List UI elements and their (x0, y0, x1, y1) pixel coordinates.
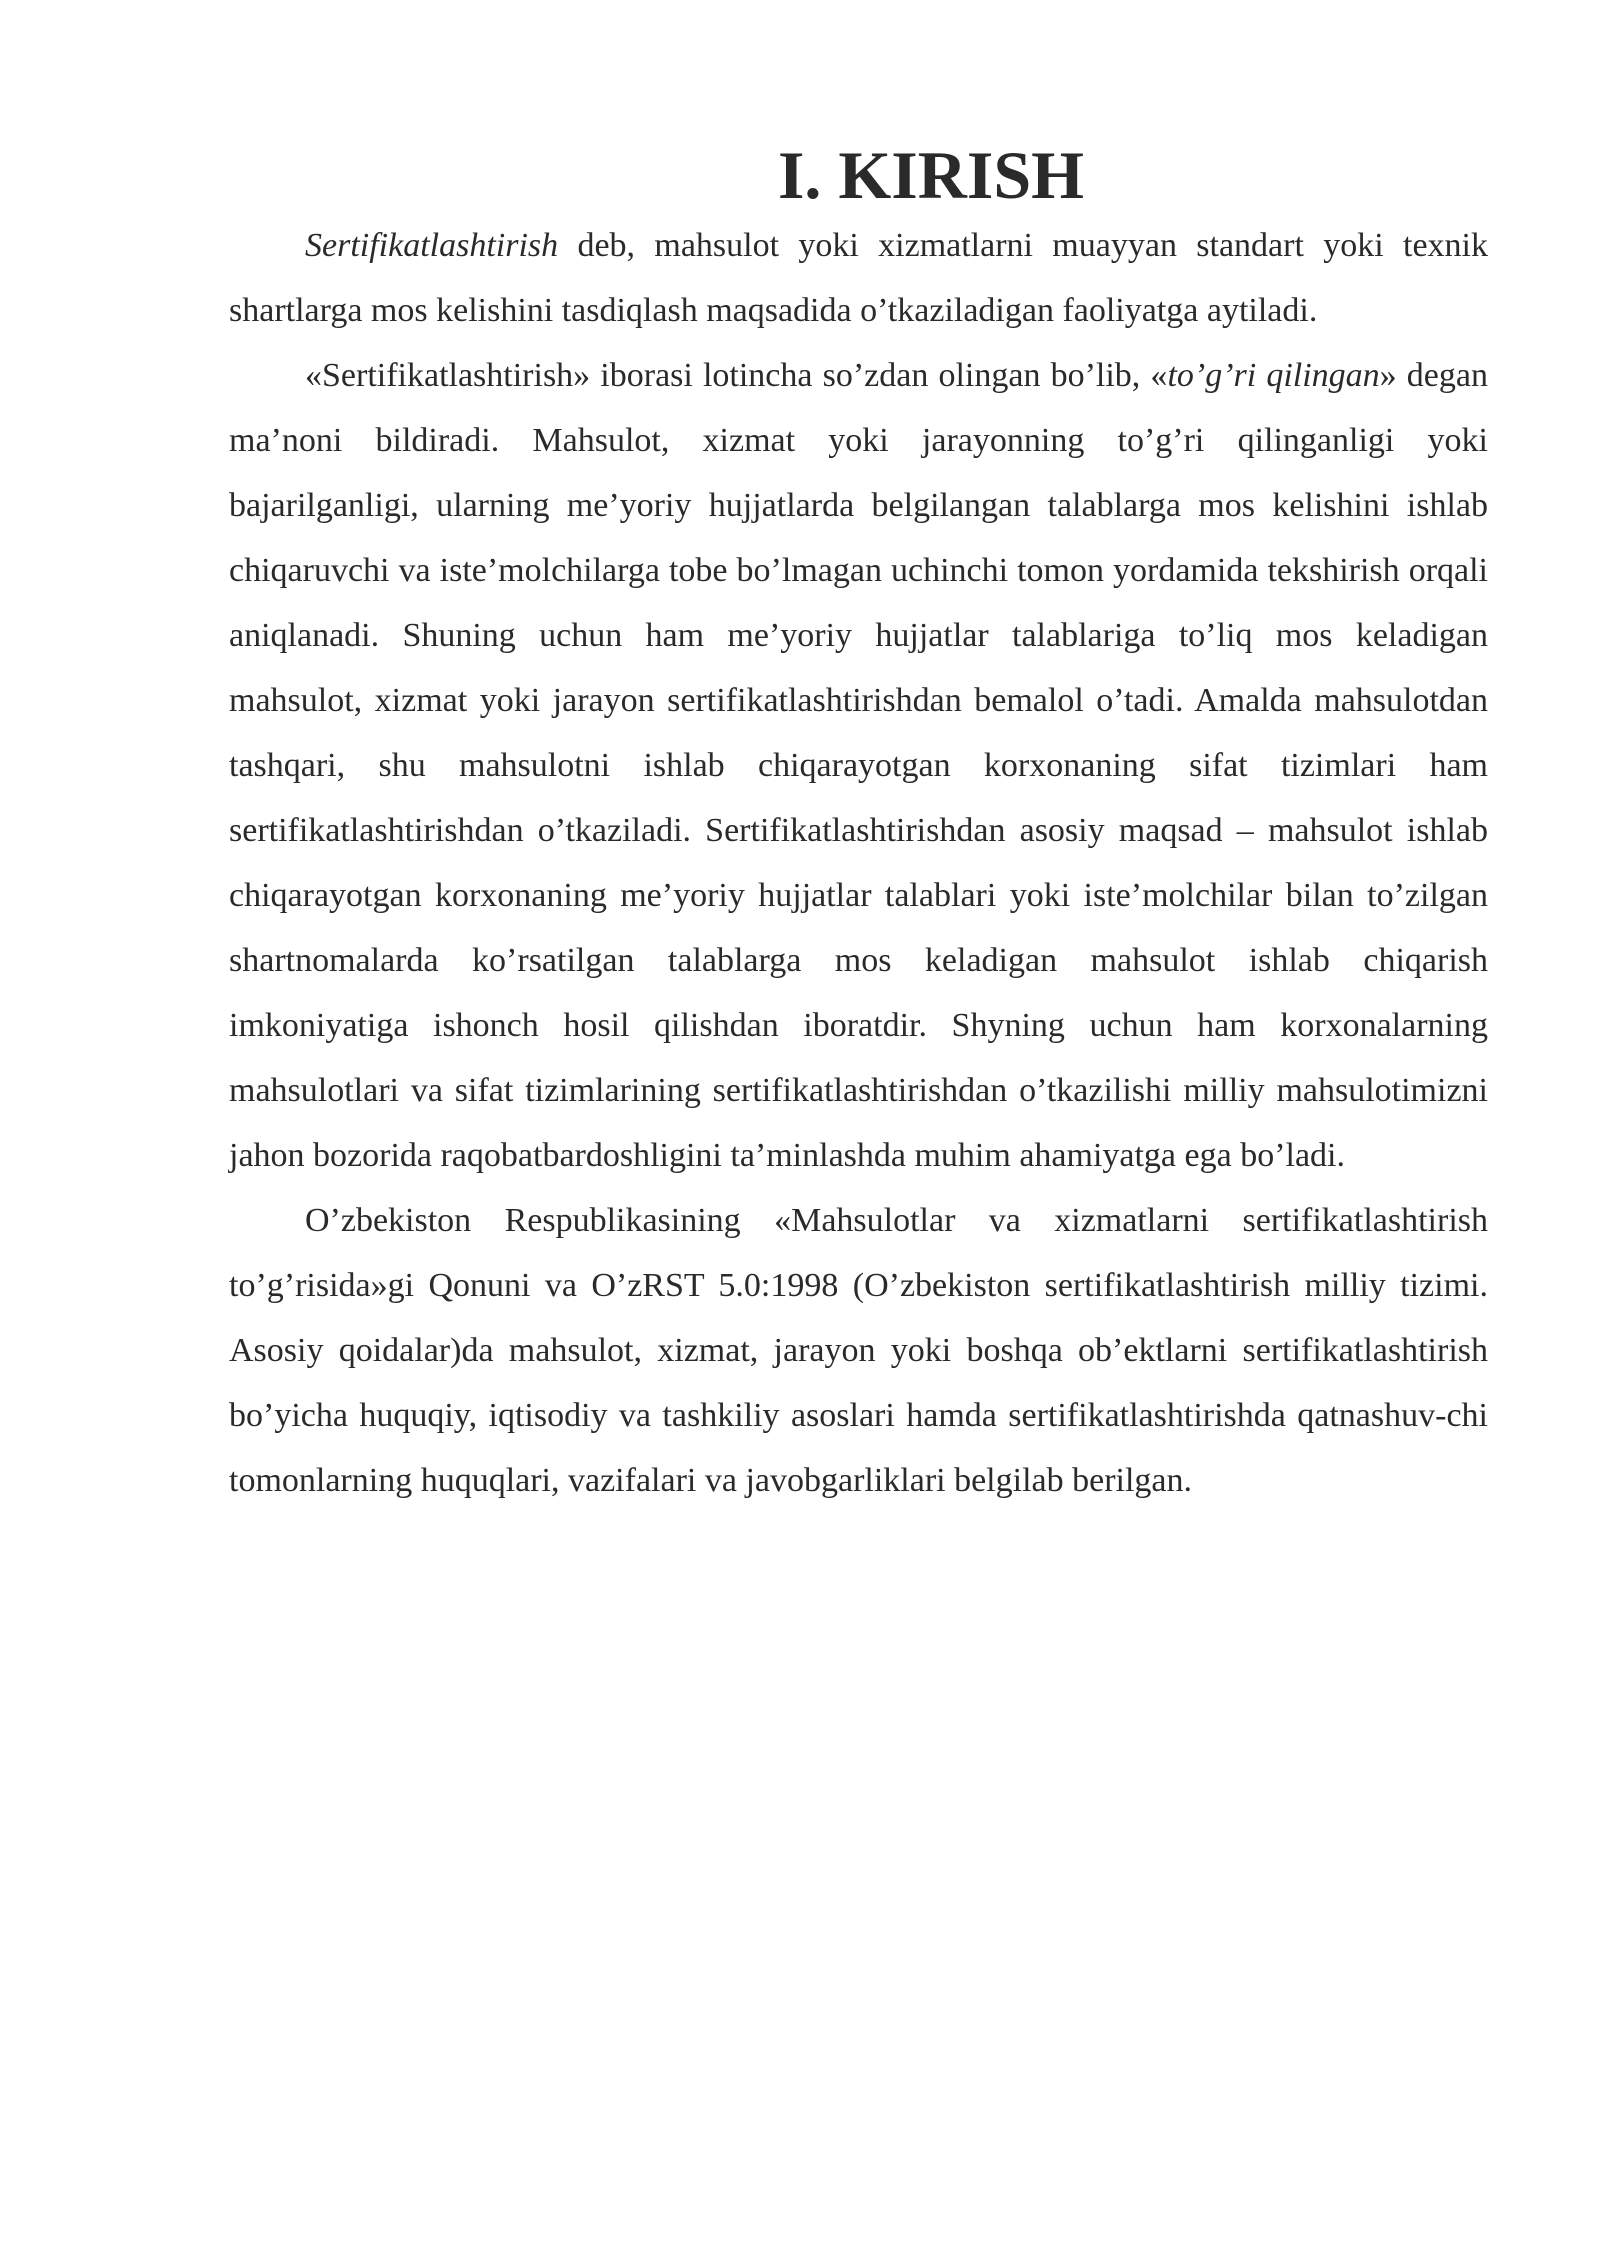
paragraph-etymology-text: » degan ma’noni bildiradi. Mahsulot, xizmat yoki jarayonning to’g’ri qilinganligi yoki bajarilganligi, ularning me’yoriy hujjatlarda belgilangan talablarga mos kelishini ishlab chiqaruvchi va iste’molchilarga tobe bo’lmagan uchinchi tomon yordamida tekshirish orqali aniqlanadi. Shuning uchun ham me’yoriy hujjatlar talablariga to’liq mos keladigan mahsulot, xizmat yoki jarayon sertifikatlashtirishdan bemalol o’tadi. Amalda mahsulotdan tashqari, shu mahsulotni ishlab chiqarayotgan korxonaning sifat tizimlari ham sertifikatlashtirishdan o’tkaziladi. Sertifikatlashtirishdan asosiy maqsad – mahsulot ishlab chiqarayotgan korxonaning me’yoriy hujjatlar talablari yoki iste’molchilar bilan to’zilgan shartnomalarda ko’rsatilgan talablarga mos keladigan mahsulot ishlab chiqarish imkoniyatiga ishonch hosil qilishdan iboratdir. Shyning uchun ham korxonalarning mahsulotlari va sifat tizimlarining sertifikatlashtirishdan o’tkazilishi milliy mahsulotimizni jahon bozorida raqobatbardoshligini ta’minlashda muhim ahamiyatga ega bo’ladi. (229, 357, 1488, 1174)
paragraph-etymology (229, 343, 1488, 1188)
term-certification: Sertifikatlashtirish (305, 227, 559, 264)
paragraph-legislation: O’zbekiston Respublikasining «Mahsulotlar va xizmatlarni sertifikatlashtirish to’g’risida»gi Qonuni va O’zRST 5.0:1998 (O’zbekiston sertifikatlashtirish milliy tizimi. Asosiy qoidalar)da mahsulot, xizmat, jarayon yoki boshqa ob’ektlarni sertifikatlashtirish bo’yicha huquqiy, iqtisodiy va tashkiliy asoslari hamda sertifikatlashtirishda qatnashuv-chi tomonlarning huquqlari, vazifalari va javobgarliklari belgilab berilgan. (229, 1202, 1488, 1499)
paragraph-etymology-start: «Sertifikatlashtirish» iborasi lotincha so’zdan olingan bo’lib, « (305, 357, 1168, 394)
paragraph-definition (229, 213, 1488, 343)
section-heading: I. KIRISH (777, 137, 1085, 213)
document-page (229, 137, 1488, 1513)
term-latin-meaning: to’g’ri qilingan (1167, 357, 1380, 394)
paragraph-definition-text: deb, mahsulot yoki xizmatlarni muayyan standart yoki texnik shartlarga mos kelishini tasdiqlash maqsadida o’tkaziladigan faoliyatga aytiladi. (229, 227, 1488, 329)
